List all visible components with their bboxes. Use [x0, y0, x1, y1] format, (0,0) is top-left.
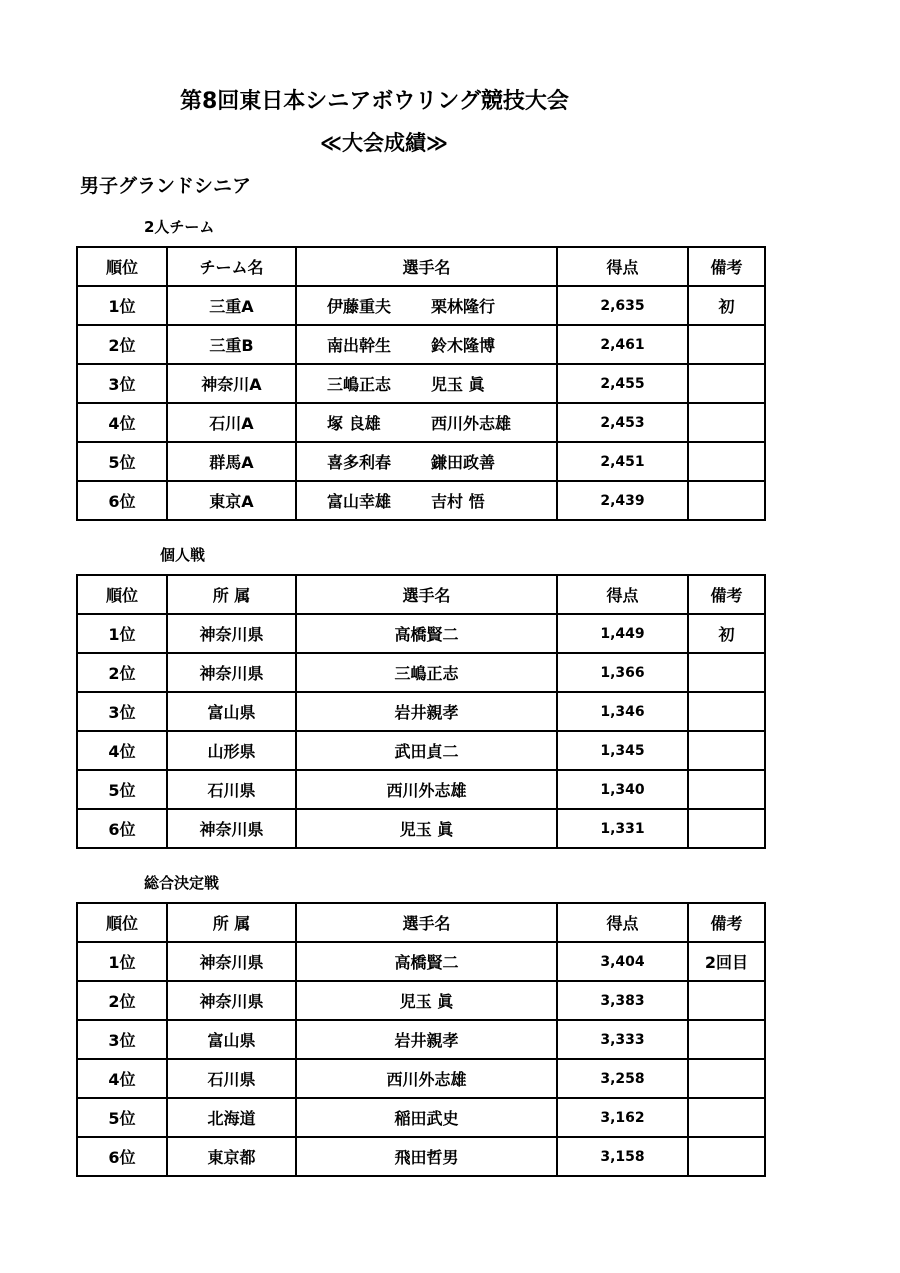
rank-cell: 5位 — [77, 1098, 167, 1137]
score-cell: 1,449 — [557, 614, 688, 653]
table-row — [77, 1059, 765, 1098]
table-row — [77, 692, 765, 731]
rank-cell: 3位 — [77, 692, 167, 731]
table-row — [77, 1137, 765, 1176]
rank-cell: 2位 — [77, 325, 167, 364]
score-cell: 2,461 — [557, 325, 688, 364]
player-cell: 児玉 眞 — [296, 981, 557, 1020]
affiliation-cell: 東京都 — [167, 1137, 296, 1176]
team-cell: 三重B — [167, 325, 296, 364]
header-note: 備考 — [688, 903, 765, 942]
note-cell — [688, 1059, 765, 1098]
table-row — [77, 364, 765, 403]
header-note: 備考 — [688, 247, 765, 286]
header-players: 選手名 — [296, 903, 557, 942]
rank-cell: 6位 — [77, 809, 167, 848]
header-players: 選手名 — [296, 575, 557, 614]
affiliation-cell: 神奈川県 — [167, 614, 296, 653]
affiliation-cell: 神奈川県 — [167, 809, 296, 848]
player-cell: 児玉 眞 — [296, 809, 557, 848]
note-cell: 初 — [688, 286, 765, 325]
player-1: 伊藤重夫 — [327, 297, 392, 316]
score-cell: 1,346 — [557, 692, 688, 731]
note-cell — [688, 442, 765, 481]
affiliation-cell: 石川県 — [167, 1059, 296, 1098]
table-row — [77, 981, 765, 1020]
table-row — [77, 1020, 765, 1059]
header-score: 得点 — [557, 247, 688, 286]
player-2: 栗林隆行 — [431, 297, 496, 316]
players-cell — [296, 481, 557, 520]
header-rank: 順位 — [77, 903, 167, 942]
table-row — [77, 942, 765, 981]
affiliation-cell: 富山県 — [167, 692, 296, 731]
score-cell: 2,451 — [557, 442, 688, 481]
table-row — [77, 809, 765, 848]
table-header-row — [77, 575, 765, 614]
players-cell — [296, 442, 557, 481]
table-row — [77, 403, 765, 442]
player-2: 鎌田政善 — [431, 453, 496, 472]
score-cell: 3,258 — [557, 1059, 688, 1098]
rank-cell: 1位 — [77, 614, 167, 653]
affiliation-cell: 山形県 — [167, 731, 296, 770]
table-row — [77, 481, 765, 520]
score-cell: 2,455 — [557, 364, 688, 403]
section-label-overall: 総合決定戦 — [144, 874, 220, 892]
header-note: 備考 — [688, 575, 765, 614]
header-rank: 順位 — [77, 575, 167, 614]
note-cell: 初 — [688, 614, 765, 653]
player-cell: 西川外志雄 — [296, 1059, 557, 1098]
score-cell: 1,366 — [557, 653, 688, 692]
player-cell: 岩井親孝 — [296, 692, 557, 731]
player-cell: 西川外志雄 — [296, 770, 557, 809]
player-cell: 岩井親孝 — [296, 1020, 557, 1059]
score-cell: 2,453 — [557, 403, 688, 442]
affiliation-cell: 神奈川県 — [167, 653, 296, 692]
note-cell — [688, 770, 765, 809]
note-cell: 2回目 — [688, 942, 765, 981]
rank-cell: 5位 — [77, 770, 167, 809]
rank-cell: 1位 — [77, 286, 167, 325]
player-2: 西川外志雄 — [431, 414, 512, 433]
score-cell: 2,439 — [557, 481, 688, 520]
note-cell — [688, 1137, 765, 1176]
score-cell: 3,404 — [557, 942, 688, 981]
page-title: 第8回東日本シニアボウリング競技大会 — [180, 89, 569, 114]
players-cell — [296, 364, 557, 403]
team-cell: 三重A — [167, 286, 296, 325]
table-header-row — [77, 903, 765, 942]
player-cell: 武田貞二 — [296, 731, 557, 770]
header-score: 得点 — [557, 575, 688, 614]
team-results-table — [76, 246, 766, 521]
player-1: 富山幸雄 — [327, 492, 392, 511]
team-cell: 神奈川A — [167, 364, 296, 403]
score-cell: 1,345 — [557, 731, 688, 770]
team-cell: 群馬A — [167, 442, 296, 481]
team-cell: 東京A — [167, 481, 296, 520]
player-1: 南出幹生 — [327, 336, 392, 355]
header-players: 選手名 — [296, 247, 557, 286]
category-heading: 男子グランドシニア — [80, 175, 252, 197]
note-cell — [688, 981, 765, 1020]
player-2: 児玉 眞 — [431, 375, 485, 394]
rank-cell: 1位 — [77, 942, 167, 981]
score-cell: 1,340 — [557, 770, 688, 809]
player-cell: 三嶋正志 — [296, 653, 557, 692]
score-cell: 3,333 — [557, 1020, 688, 1059]
players-cell — [296, 325, 557, 364]
section-label-individual: 個人戦 — [160, 546, 206, 564]
score-cell: 1,331 — [557, 809, 688, 848]
team-cell: 石川A — [167, 403, 296, 442]
note-cell — [688, 364, 765, 403]
player-cell: 稲田武史 — [296, 1098, 557, 1137]
player-cell: 高橋賢二 — [296, 614, 557, 653]
player-2: 吉村 悟 — [431, 492, 485, 511]
overall-results-table — [76, 902, 766, 1177]
players-cell — [296, 286, 557, 325]
note-cell — [688, 692, 765, 731]
table-row — [77, 286, 765, 325]
table-row — [77, 731, 765, 770]
table-row — [77, 325, 765, 364]
rank-cell: 4位 — [77, 731, 167, 770]
affiliation-cell: 北海道 — [167, 1098, 296, 1137]
affiliation-cell: 富山県 — [167, 1020, 296, 1059]
players-cell — [296, 403, 557, 442]
score-cell: 3,158 — [557, 1137, 688, 1176]
rank-cell: 4位 — [77, 1059, 167, 1098]
individual-results-table — [76, 574, 766, 849]
header-affiliation: 所 属 — [167, 575, 296, 614]
note-cell — [688, 809, 765, 848]
score-cell: 2,635 — [557, 286, 688, 325]
rank-cell: 6位 — [77, 481, 167, 520]
header-team: チーム名 — [167, 247, 296, 286]
player-1: 塚 良雄 — [327, 414, 381, 433]
player-1: 三嶋正志 — [327, 375, 392, 394]
note-cell — [688, 1098, 765, 1137]
rank-cell: 5位 — [77, 442, 167, 481]
table-row — [77, 614, 765, 653]
score-cell: 3,383 — [557, 981, 688, 1020]
table-row — [77, 770, 765, 809]
player-cell: 高橋賢二 — [296, 942, 557, 981]
player-1: 喜多利春 — [327, 453, 392, 472]
affiliation-cell: 石川県 — [167, 770, 296, 809]
header-score: 得点 — [557, 903, 688, 942]
note-cell — [688, 731, 765, 770]
table-row — [77, 653, 765, 692]
note-cell — [688, 653, 765, 692]
affiliation-cell: 神奈川県 — [167, 981, 296, 1020]
page-subtitle: ≪大会成績≫ — [320, 131, 448, 155]
note-cell — [688, 1020, 765, 1059]
note-cell — [688, 325, 765, 364]
note-cell — [688, 403, 765, 442]
score-cell: 3,162 — [557, 1098, 688, 1137]
rank-cell: 4位 — [77, 403, 167, 442]
rank-cell: 3位 — [77, 364, 167, 403]
table-row — [77, 1098, 765, 1137]
player-2: 鈴木隆博 — [431, 336, 496, 355]
rank-cell: 2位 — [77, 653, 167, 692]
table-header-row — [77, 247, 765, 286]
rank-cell: 3位 — [77, 1020, 167, 1059]
header-affiliation: 所 属 — [167, 903, 296, 942]
player-cell: 飛田哲男 — [296, 1137, 557, 1176]
header-rank: 順位 — [77, 247, 167, 286]
affiliation-cell: 神奈川県 — [167, 942, 296, 981]
table-row — [77, 442, 765, 481]
rank-cell: 6位 — [77, 1137, 167, 1176]
note-cell — [688, 481, 765, 520]
rank-cell: 2位 — [77, 981, 167, 1020]
section-label-team: 2人チーム — [144, 218, 215, 236]
